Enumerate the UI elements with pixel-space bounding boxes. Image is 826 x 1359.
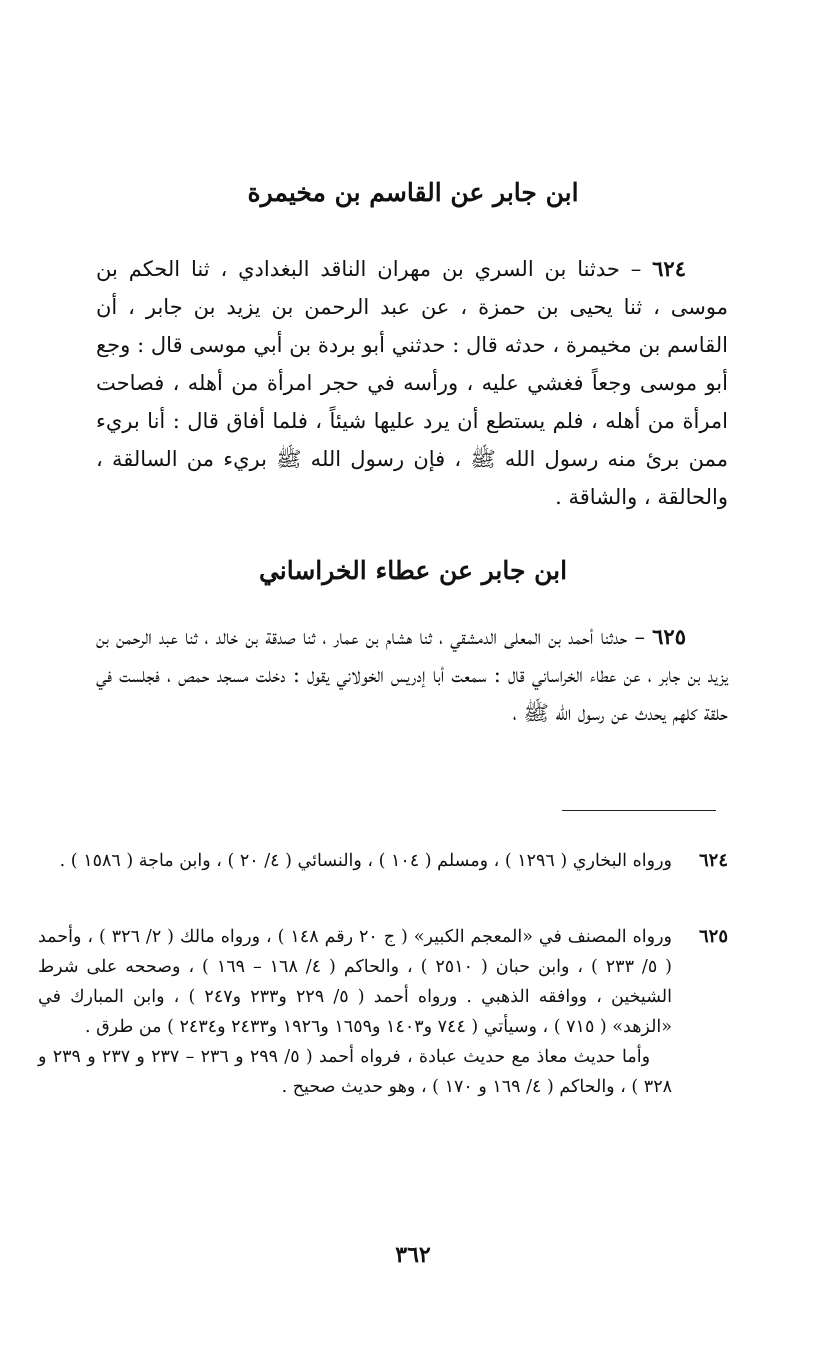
page-number: ٣٦٢	[395, 1242, 431, 1268]
footnote-number: ٦٢٥	[698, 926, 728, 947]
hadith-number: ٦٢٤	[652, 256, 686, 281]
footnote-text-continued: وأما حديث معاذ مع حديث عبادة ، فرواه أحمد ( ٥/ ٢٩٩ و ٢٣٦ – ٢٣٧ و ٢٣٧ و ٢٣٩ و ٣٢٨ ) ، والحاكم ( ٤/ ١٦٩ و ١٧٠ ) ، وهو حديث صحيح .	[38, 1047, 672, 1097]
footnote-number: ٦٢٤	[698, 850, 728, 871]
footnote-625	[38, 922, 728, 1102]
footnote-text: ورواه المصنف في «المعجم الكبير» ( ج ٢٠ رقم ١٤٨ ) ، ورواه مالك ( ٢/ ٣٢٦ ) ، وأحمد ( ٥/ ٢٣٣ ) ، وابن حبان ( ٢٥١٠ ) ، والحاكم ( ٤/ ١٦٨ – ١٦٩ ) ، وصححه على شرط الشيخين ، ووافقه الذهبي . ورواه أحمد ( ٥/ ٢٢٩ و٢٣٣ و٢٤٧ ) ، وابن المبارك في «الزهد» ( ٧١٥ ) ، وسيأتي ( ٧٤٤ و١٤٠٣ و١٦٥٩ و١٩٢٦ و٢٤٣٣ و٢٤٣٤ ) من طرق .	[38, 927, 673, 1037]
section-heading-2: ابن جابر عن عطاء الخراساني	[258, 556, 568, 585]
hadith-text: – حدثنا بن السري بن مهران الناقد البغدادي ، ثنا الحكم بن موسى ، ثنا يحيى بن حمزة ، عن عبد الرحمن بن يزيد بن جابر ، أن القاسم بن مخيمرة ، حدثه قال : حدثني أبو بردة بن أبي موسى قال : وجع أبو موسى وجعاً فغشي عليه ، ورأسه في حجر امرأة من أهله ، فصاحت امرأة من أهله ، فلم يستطع أن يرد عليها شيئاً ، فلما أفاق قال : أنا بريء ممن برئ منه رسول الله ﷺ ، فإن رسول الله ﷺ بريء من السالقة ، والحالقة ، والشاقة .	[96, 257, 728, 509]
hadith-text: – حدثنا أحمد بن المعلى الدمشقي ، ثنا هشام بن عمار ، ثنا صدقة بن خالد ، ثنا عبد الرحمن بن يزيد بن جابر ، عن عطاء الخراساني قال : سمعت أبا إدريس الخولاني يقول : دخلت مسجد حمص ، فجلست في حلقة كلهم يحدث عن رسول الله ﷺ ،	[96, 625, 728, 725]
hadith-number: ٦٢٥	[652, 624, 686, 649]
footnote-624	[38, 846, 728, 876]
hadith-625	[96, 618, 728, 732]
footnote-separator	[562, 810, 716, 811]
hadith-624	[96, 250, 728, 516]
section-heading-1: ابن جابر عن القاسم بن مخيمرة	[247, 178, 579, 207]
footnote-text: ورواه البخاري ( ١٢٩٦ ) ، ومسلم ( ١٠٤ ) ، والنسائي ( ٤/ ٢٠ ) ، وابن ماجة ( ١٥٨٦ ) .	[59, 851, 672, 871]
